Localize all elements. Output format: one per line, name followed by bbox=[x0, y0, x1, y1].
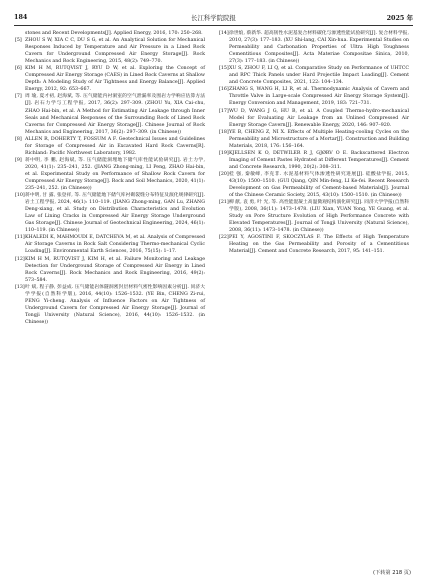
reference-text: 柳 献, 袁 勇, 叶 光, 等. 高性能混凝土高温微观结构演化研究[J]. 同济大学学报(自然科学版), 2008, 36(11): 1473–1478. (LIU Xian, YUAN Yong, YE Guang, et al. Study on Pore Structure Evolution of High Performance Concrete with Elevated Temperatures[J]. Journal of Tongji University (Natural Science), 2008, 36(11): 1473–1478. (in Chinese)) bbox=[229, 200, 409, 234]
reference-number: [22] bbox=[219, 235, 229, 241]
reference-text: KHALEDI K, MAHMOUDI E, DATCHEVA M, et al. Analysis of Compressed Air Storage Caverns in Rock Salt Considering Thermo-mechanical Cyclic Loading[J]. Environmental Earth Sciences, 2016, 75(15): 1–17. bbox=[25, 235, 205, 255]
reference-item bbox=[15, 37, 205, 65]
reference-item bbox=[219, 171, 409, 199]
reference-item bbox=[219, 108, 409, 129]
reference-item bbox=[15, 30, 205, 37]
reference-text: 叶 斌, 程子静, 彭益成. 压气储能岩体隧洞密封层材料气密性影响因素分析[J]. 同济大学学报(自然科学版), 2016, 44(10): 1526–1532. (YE Bin, CHENG Zi-rui, PENG Yi-cheng. Analysis of Influence Factors on Air Tightness of Underground Cavern for Compressed Air Energy Storage[J]. Journal of Tongji University (Natural Science), 2016, 44(10): 1526–1532. (in Chinese)) bbox=[25, 284, 205, 325]
reference-text: XU S, ZHOU F, LI Q, et al. Comparative Study on Performance of UHTCC and RPC Thick Panels under Hard Projectile Impact Loading[J]. Cement and Concrete Composites, 2021, 122: 104–134. bbox=[229, 66, 409, 86]
reference-number: [7] bbox=[15, 94, 22, 100]
reference-item bbox=[15, 93, 205, 135]
reference-item bbox=[15, 234, 205, 255]
reference-number: [21] bbox=[219, 200, 229, 206]
reference-item bbox=[219, 234, 409, 255]
reference-item bbox=[15, 65, 205, 93]
reference-item bbox=[219, 199, 409, 234]
reference-number: [13] bbox=[15, 284, 25, 290]
reference-number: [16] bbox=[219, 87, 229, 93]
reference-number: [5] bbox=[15, 38, 22, 44]
reference-item bbox=[219, 65, 409, 86]
reference-text: 徐世烺, 蔡新华. 超高韧性水泥基复合材料碳化与渗透性能试验研究[J]. 复合材料学报, 2010, 27(3): 177–183. (XU Shi-lang, CAI Xin-hua. Experimental Studies on Permeability and Carbonation Properties of Ultra High Toughness Cementitious Composites[J]. Acta Materiae Compositae Sinica, 2010, 27(3): 177–183. (in Chinese)) bbox=[229, 31, 409, 65]
reference-item bbox=[15, 136, 205, 157]
reference-number: [19] bbox=[219, 150, 229, 156]
reference-text: PEI Y, AGOSTINI F, SKOCZYLAS F. The Effects of High Temperature Heating on the Gas Permeability and Porosity of a Cementitious Material[J]. Cement and Concrete Research, 2017, 95: 141–151. bbox=[229, 235, 409, 255]
reference-number: [8] bbox=[15, 136, 22, 142]
reference-text: 蒋中明, 甘 露, 张登祥, 等. 压气储能地下储气库衬砌裂缝分布特征及演化规律研究[J]. 岩土工程学报, 2024, 46(1): 110–119. (JIANG Zhong-ming, GAN Lu, ZHANG Deng-xiang, et al. Study on Distribution Characteristics and Evolution Law of Lining Cracks in Compressed Air Energy Storage Underground Gas Storage[J]. Chinese Journal of Geotechnical Engineering, 2024, 46(1): 110–119. (in Chinese)) bbox=[25, 193, 205, 234]
right-column bbox=[219, 30, 409, 256]
reference-text: 周 瑜, 夏才初, 赵海斌, 等. 压气储能内衬洞室的空气泄漏率及围岩力学响应估算方法[J]. 岩石力学与工程学报, 2017, 36(2): 297–309. (ZHOU Yu, XIA Cai-chu, ZHAO Hai-bin, et al. A Method for Estimating Air Leakage through Inner Seals and Mechanical Responses of the Surrounding Rock of Lined Rock Caverns for Compressed Air Energy Storage[J]. Chinese Journal of Rock Mechanics and Engineering, 2017, 36(2): 297–309. (in Chinese)) bbox=[25, 94, 205, 135]
reference-text: 桂 强, 秦敏峰, 李克非. 水泥基材料气体渗透性研究进展[J]. 硅酸盐学报, 2015, 43(10): 1500–1510. (GUI Qiang, QIN Min-feng, LI Ke-fei. Recent Research Development on Gas Permeability of Cement-based Materials[J]. Journal of the Chinese Ceramic Society, 2015, 43(10): 1500–1510. (in Chinese)) bbox=[229, 171, 409, 199]
reference-text: ZHANG S, WANG H, LI R, et al. Thermodynamic Analysis of Cavern and Throttle Valve in Large-scale Compressed Air Energy Storage System[J]. Energy Conversion and Management, 2019, 183: 721–731. bbox=[229, 87, 409, 107]
reference-text: KIM H M, RUTQVIST J, KIM H, et al. Failure Monitoring and Leakage Detection for Underground Storage of Compressed Air Energy in Lined Rock Caverns[J]. Rock Mechanics and Rock Engineering, 2016, 49(2): 573–584. bbox=[25, 256, 205, 283]
year: 2025 年 bbox=[386, 14, 413, 22]
reference-number: [9] bbox=[15, 157, 22, 163]
reference-number: [18] bbox=[219, 129, 229, 135]
page-number: 184 bbox=[14, 13, 28, 21]
reference-item bbox=[219, 30, 409, 65]
reference-text: 蒋中明, 李 鹏, 赵海斌, 等. 压气储能洞埋地下储气库性能试验研究[J]. 岩土力学, 2020, 41(1): 235–241, 252. (JIANG Zhong-ming, LI Peng, ZHAO Hai-bin, et al. Experimental Study on Performance of Shallow Rock Cavern for Compressed Air Energy Storage[J]. Rock and Soil Mechanics, 2020, 41(1): 235–241, 252. (in Chinese)) bbox=[25, 157, 205, 192]
reference-text: ZHOU S W, XIA C C, DU S G, et al. An Analytical Solution for Mechanical Responses Induced by Temperature and Air Pressure in a Lined Rock Cavern for Underground Compressed Air Energy Storage[J]. Rock Mechanics and Rock Engineering, 2015, 48(2): 749–770. bbox=[25, 38, 205, 65]
reference-item bbox=[15, 256, 205, 284]
reference-text: KIM H M, RUTQVIST J, RYU D W, et al. Exploring the Concept of Compressed Air Energy Storage (CAES) in Lined Rock Caverns at Shallow Depth: A Modeling Study of Air Tightness and Energy Balance[J]. Applied Energy, 2012, 92: 653–667. bbox=[25, 66, 205, 93]
reference-text: ALLEN R, DOHERTY T, FOSSUM A F. Geotechnical Issues and Guidelines for Storage of Compressed Air in Excavated Hard Rock Caverns[R]. Richland: Pacific Northwest Laboratory, 1982. bbox=[25, 136, 205, 156]
reference-item bbox=[15, 284, 205, 326]
reference-text: stones and Recent Developments[J]. Applied Energy, 2016, 170: 250–268. bbox=[25, 31, 203, 36]
reference-item bbox=[15, 157, 205, 192]
reference-item bbox=[219, 129, 409, 150]
reference-number: [20] bbox=[219, 171, 229, 177]
reference-text: KJELLSEN K O, DETWILER R J, GJØRV O E. Backscattered Electron Imaging of Cement Pastes Hydrated at Different Temperatures[J]. Cement and Concrete Research, 1990, 20(2): 308–311. bbox=[229, 150, 409, 170]
reference-number: [12] bbox=[15, 256, 25, 262]
continued-note: (下转第 218 页) bbox=[373, 570, 411, 576]
reference-text: WU D, WANG J G, HU B, et al. A Coupled Thermo-hydro-mechanical Model for Evaluating Air Leakage from an Unlined Compressed Air Energy Storage Cavern[J]. Renewable Energy, 2020, 146: 907–920. bbox=[229, 108, 409, 128]
reference-item bbox=[15, 192, 205, 234]
reference-text: YE B, CHENG Z, NI X. Effects of Multiple Heating-cooling Cycles on the Permeability and Microstructure of a Mortar[J]. Construction and Building Materials, 2018, 176: 156–164. bbox=[229, 129, 409, 149]
reference-item bbox=[219, 86, 409, 107]
reference-number: [17] bbox=[219, 108, 229, 114]
journal-title: 长江科学院院报 bbox=[191, 14, 236, 22]
reference-item bbox=[219, 150, 409, 171]
reference-number: [10] bbox=[15, 193, 25, 199]
reference-number: [6] bbox=[15, 66, 22, 72]
reference-number: [14] bbox=[219, 31, 229, 36]
left-column bbox=[15, 30, 205, 326]
reference-number: [15] bbox=[219, 66, 229, 72]
reference-number: [11] bbox=[15, 235, 25, 241]
page-header bbox=[14, 5, 413, 26]
